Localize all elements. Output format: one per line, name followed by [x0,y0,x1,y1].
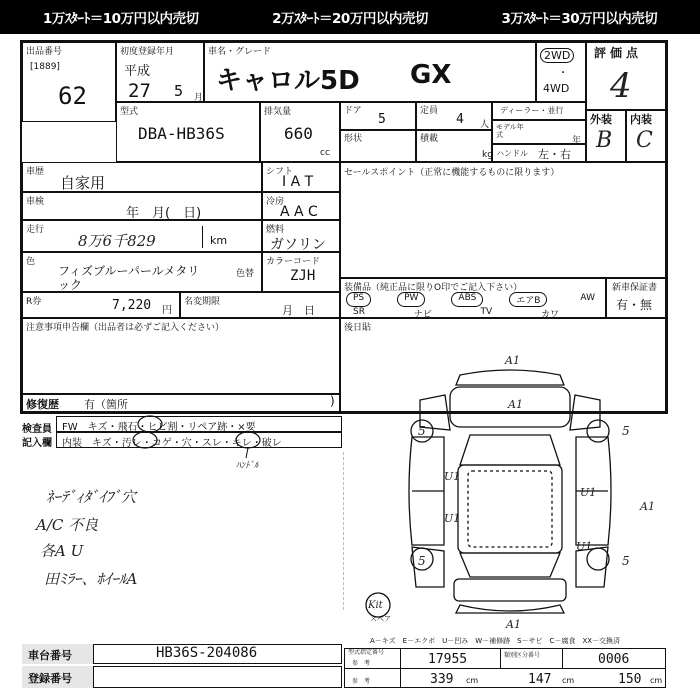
color-value-2: ック [58,278,83,292]
displacement-label: 排気量 [264,107,292,117]
inspector-row-1: FW キズ・飛石・ヒビ割・リペア跡・×要 [62,422,256,433]
diagram-windshield [460,435,560,465]
interior-grade: C [636,128,653,153]
plate-label: 登録番号 [28,672,72,685]
type-label: 型式 [120,107,139,117]
repair-label: 修復歴 [26,398,59,411]
drive-2wd: 2WD [540,48,574,63]
mark-left-rear-door: U1 [444,512,461,525]
recycle-value: 7,220 [112,298,152,313]
mark-hood: A1 [508,398,523,411]
colorcode-value: ZJH [290,268,316,284]
mark-wheel-rl: 5 [418,554,426,568]
registration-label: 初度登録年月 [120,47,175,57]
meikkyo-label: 名変期限 [184,297,221,307]
mark-wheel-fr: 5 [622,424,630,438]
memo-line-4: 田ﾐﾗｰ、ﾎｲｰﾙA [44,570,138,588]
load-label: 積載 [420,134,439,144]
mileage-label: 走行 [26,225,45,235]
equip-navi: ナビ [413,310,432,320]
mark-rear-bumper: A1 [506,618,521,631]
spec-type-label: 型式指定番号 [348,649,385,656]
repair-close-paren: ) [330,394,335,408]
exterior-label: 外装 [590,113,612,126]
aircon-value: A A C [280,204,318,220]
registration-era: 平成 [124,64,151,79]
lot-code: [1889] [30,62,60,72]
displacement-unit: cc [320,148,330,158]
spec-height-unit: cm [650,676,663,685]
capacity-value: 4 [456,112,464,127]
recycle-label: R券 [26,297,42,307]
spec-length-unit: cm [466,676,479,685]
use-value: 自家用 [60,174,106,192]
dealer-label: ディーラー・並行 [500,106,564,115]
warranty-value: 有・無 [616,298,653,312]
equip-leather: カワ [540,310,559,320]
spec-length: 339 [430,672,454,687]
spec-row-divider [344,668,666,669]
model-year-unit: 年 [572,136,582,146]
shift-label: シフト [266,167,294,177]
meikkyo-value: 月 日 [282,304,315,317]
mark-front-bumper: A1 [505,354,520,367]
diagram-right-fender [570,395,600,430]
sales-point-label: セールスポイント（正常に機能するものに限ります） [344,168,560,178]
after-label: 後日貼 [344,323,372,333]
capacity-label: 定員 [420,106,439,116]
use-label: 車歴 [26,167,45,177]
spec-col-2 [500,648,501,668]
spec-class-label: 類別区分番号 [504,652,541,659]
diagram-right-quarter [576,547,608,587]
warranty-label: 新車保証書 [612,283,658,293]
diagram-cabin-outline [468,471,552,547]
drive-dot: ・ [558,68,568,79]
diagram-front-bumper [456,370,564,385]
diagram-wheel-fr [587,420,609,442]
mark-wheel-rr: 5 [622,554,630,568]
exterior-grade: B [596,128,613,153]
chassis-label: 車台番号 [28,649,72,662]
model-year-label: モデル年式 [496,123,524,139]
equip-pw: PW [397,292,425,307]
lot-label: 出品番号 [26,47,63,57]
type-value: DBA-HB36S [138,124,225,143]
inspector-handwritten: ﾊﾝﾄﾞﾙ [236,461,259,471]
displacement-value: 660 [284,124,313,143]
model-grade: GX [410,60,452,90]
capacity-unit: 人 [480,120,490,130]
banner-text-1: 1万ｽﾀｰﾄ＝10万円以内売切 [42,11,199,27]
equip-abs: ABS [451,292,483,307]
registration-month: 5 [174,82,184,100]
shaken-label: 車検 [26,197,45,207]
equip-tv: TV [480,307,493,317]
banner-text-2: 2万ｽﾀｰﾄ＝20万円以内売切 [272,11,428,27]
color-change-label: 色替 [236,269,255,279]
equip-sr: SR [353,307,365,317]
inspector-label-1: 検査員 [22,424,52,435]
spec-width: 147 [528,672,552,687]
diagram-legend: A－キズ E－エクボ U－凹み W－補修跡 S－サビ C－腐食 XX－交換済 [370,637,621,645]
spec-length-label: 参 考 [352,678,371,685]
doors-value: 5 [378,112,386,127]
model-label: 車名・グレード [208,47,272,57]
spec-height: 150 [618,672,642,687]
registration-month-unit: 月 [194,93,204,103]
mark-left-front-door: U1 [444,470,461,483]
diagram-kit: Kit [368,600,383,611]
drive-4wd: 4WD [543,82,570,95]
memo-line-2: A/C 不良 [36,516,99,534]
mark-right-door: U1 [580,486,597,499]
fuel-value: ガソリン [270,237,326,253]
doors-label: ドア [344,106,362,116]
spec-col-3 [562,648,563,668]
colorcode-label: カラーコード [266,257,321,267]
handle-value: 左・右 [538,148,571,161]
mark-right-side: A1 [640,500,655,513]
memo-line-3: 各A U [40,542,84,560]
diagram-rear-bumper [456,605,564,613]
inspector-label-2: 記入欄 [22,438,52,449]
spec-class-code: 0006 [598,652,630,667]
spec-col-1 [400,648,401,688]
diagram-spare-label: スペア [370,615,391,623]
interior-label: 内装 [630,113,652,126]
spec-ref-1: 参 考 [352,660,371,667]
spec-type-code: 17955 [428,652,468,667]
handle-label: ハンドル [496,149,528,158]
diagram-left-quarter [412,547,444,587]
equip-airbag: エアB [509,292,547,307]
shaken-value: 年 月( 日) [126,206,202,221]
diagram-tailgate [454,579,566,601]
lot-number: 62 [58,82,87,110]
memo-line-1: ﾈｰﾃﾞｨﾀﾞｲﾌﾞ穴 [46,488,137,506]
score-value: 4 [610,66,632,106]
shift-value: I A T [282,174,314,190]
diagram-rear-window [460,553,560,577]
fuel-label: 燃料 [266,225,285,235]
chassis-value: HB36S-204086 [156,645,258,661]
shape-label: 形状 [344,134,363,144]
inspector-row-2: 内装 キズ・汚レ・コゲ・穴・スレ・キレ・破レ [62,438,282,449]
banner-text-3: 3万ｽﾀｰﾄ＝30万円以内売切 [501,11,658,27]
repair-value: 有（箇所 [84,398,128,411]
color-label: 色 [26,257,36,267]
aircon-label: 冷房 [266,197,285,207]
car-damage-diagram [350,355,670,635]
model-name: キャロル5D [216,66,360,96]
spec-width-unit: cm [562,676,575,685]
mileage-value: 8万6千829 [78,232,156,250]
diagram-roof [458,465,562,553]
load-unit: kg [482,150,493,160]
equip-ps: PS [346,292,371,307]
score-label: 評価点 [594,46,643,60]
notes-label: 注意事項申告欄（出品者は必ずご記入ください） [26,323,225,333]
mark-wheel-fl: 5 [418,424,426,438]
equipment-label: 装備品（純正品に限りO印でご記入下さい） [344,283,523,293]
mileage-unit: km [210,234,228,247]
registration-year: 27 [128,80,151,102]
equip-aw: AW [580,293,595,303]
recycle-unit: 円 [162,305,172,316]
color-value-1: フィズブルーパールメタリ [58,264,200,278]
mark-right-quarter: U1 [576,540,593,553]
